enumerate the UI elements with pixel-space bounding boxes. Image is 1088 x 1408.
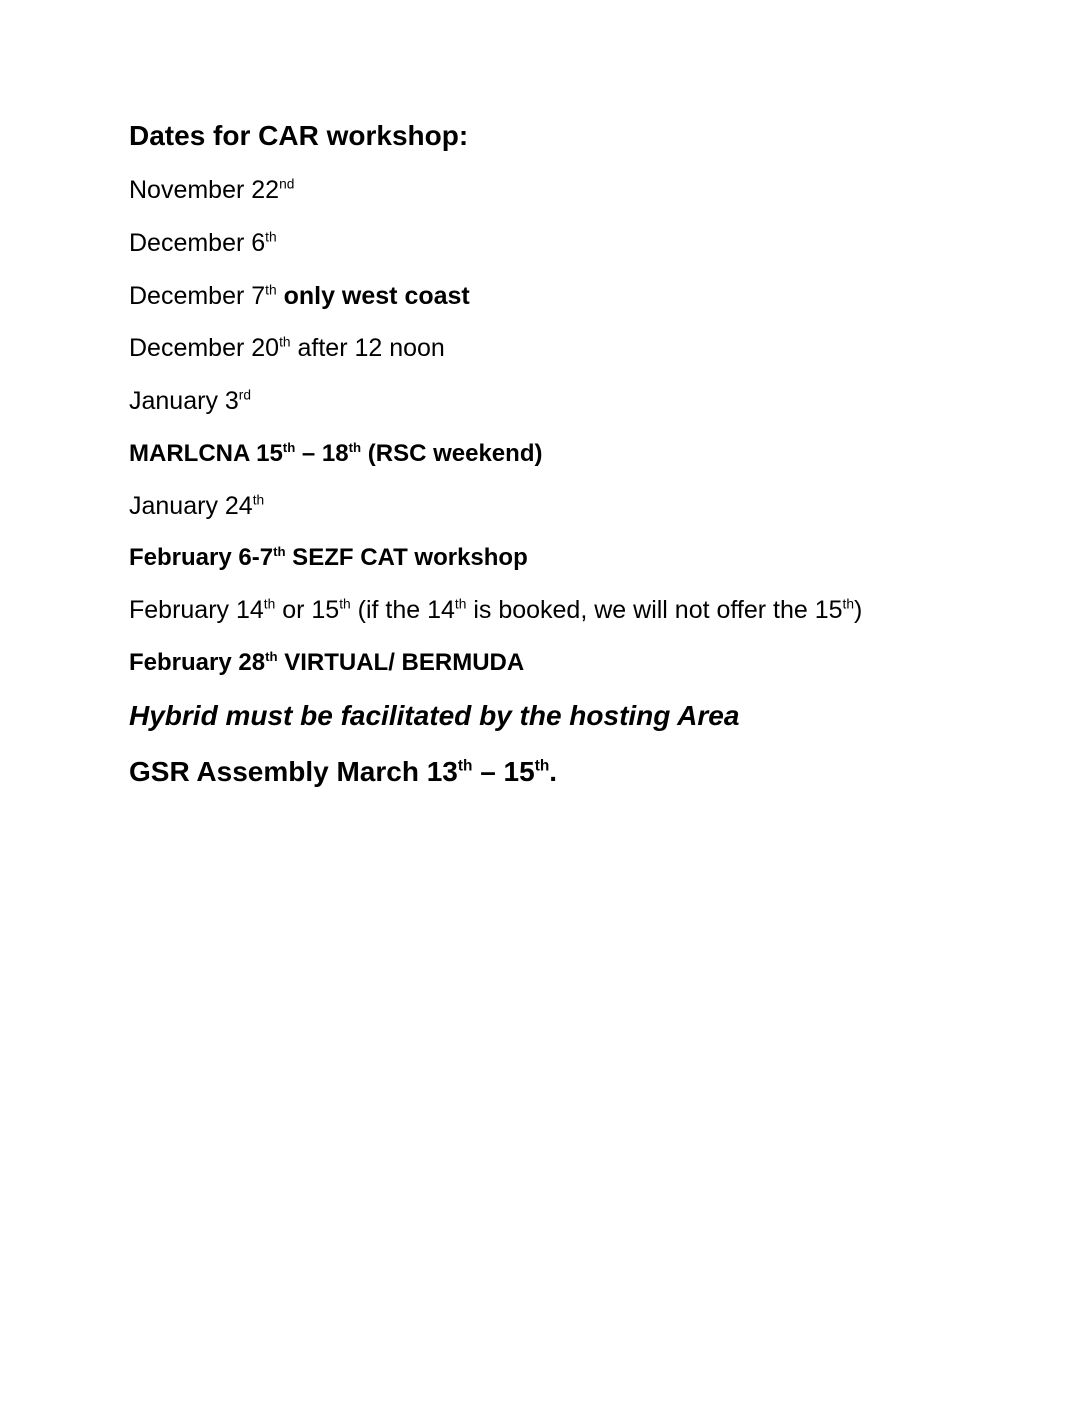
date-note: after 12 noon xyxy=(290,334,445,363)
ordinal-suffix: th xyxy=(279,335,291,351)
date-text: November 22 xyxy=(129,176,280,205)
ordinal-suffix: nd xyxy=(279,176,295,192)
date-text: January 3 xyxy=(129,387,239,416)
hybrid-note: Hybrid must be facilitated by the hosting Area xyxy=(129,700,740,732)
date-text: February 6-7 xyxy=(129,544,274,572)
ordinal-suffix: th xyxy=(265,229,277,245)
date-text: GSR Assembly March 13 xyxy=(129,756,458,788)
date-line-jan-3 xyxy=(129,387,1029,416)
date-text: December 6 xyxy=(129,228,266,257)
date-line-dec-6 xyxy=(129,229,1029,258)
ordinal-suffix: th xyxy=(265,648,278,664)
date-text: February 28 xyxy=(129,648,266,676)
ordinal-suffix: th xyxy=(454,596,467,612)
date-note-bold: only west coast xyxy=(276,281,470,310)
date-text: – 15 xyxy=(472,756,535,788)
ordinal-suffix: th xyxy=(252,492,265,508)
date-text: or 15 xyxy=(275,595,340,624)
date-line-marlcna xyxy=(129,440,1029,468)
ordinal-suffix: th xyxy=(534,758,550,776)
ordinal-suffix: th xyxy=(457,758,473,776)
ordinal-suffix: th xyxy=(842,596,854,612)
document-page xyxy=(129,120,1029,813)
date-note: SEZF CAT workshop xyxy=(285,544,528,572)
ordinal-suffix: th xyxy=(348,439,362,455)
ordinal-suffix: th xyxy=(265,282,277,298)
date-line-feb-14-15 xyxy=(129,596,1029,625)
date-note: (if the 14 xyxy=(350,595,455,624)
date-text: – 18 xyxy=(295,439,349,467)
date-note: is booked, we will not offer the 15 xyxy=(466,595,843,624)
date-note: VIRTUAL/ BERMUDA xyxy=(277,648,525,676)
date-text: February 14 xyxy=(129,595,264,624)
document-heading: Dates for CAR workshop: xyxy=(129,120,469,151)
ordinal-suffix: th xyxy=(282,439,296,455)
date-note: ) xyxy=(854,595,863,624)
date-line-jan-24 xyxy=(129,492,1029,521)
date-text: January 24 xyxy=(129,491,253,520)
date-text: December 20 xyxy=(129,334,280,363)
date-line-feb-28 xyxy=(129,649,1029,677)
date-line-dec-7 xyxy=(129,282,1029,311)
date-line-feb-6-7 xyxy=(129,544,1029,572)
ordinal-suffix: th xyxy=(339,596,351,612)
ordinal-suffix: rd xyxy=(238,387,252,403)
punctuation: . xyxy=(549,756,558,788)
date-line-nov-22 xyxy=(129,176,1029,205)
ordinal-suffix: th xyxy=(273,544,286,560)
date-note: (RSC weekend) xyxy=(361,439,543,467)
ordinal-suffix: th xyxy=(263,596,276,612)
date-text: MARLCNA 15 xyxy=(129,439,283,467)
date-line-dec-20 xyxy=(129,334,1029,363)
date-text: December 7 xyxy=(129,281,266,310)
gsr-assembly-line xyxy=(129,756,1029,788)
